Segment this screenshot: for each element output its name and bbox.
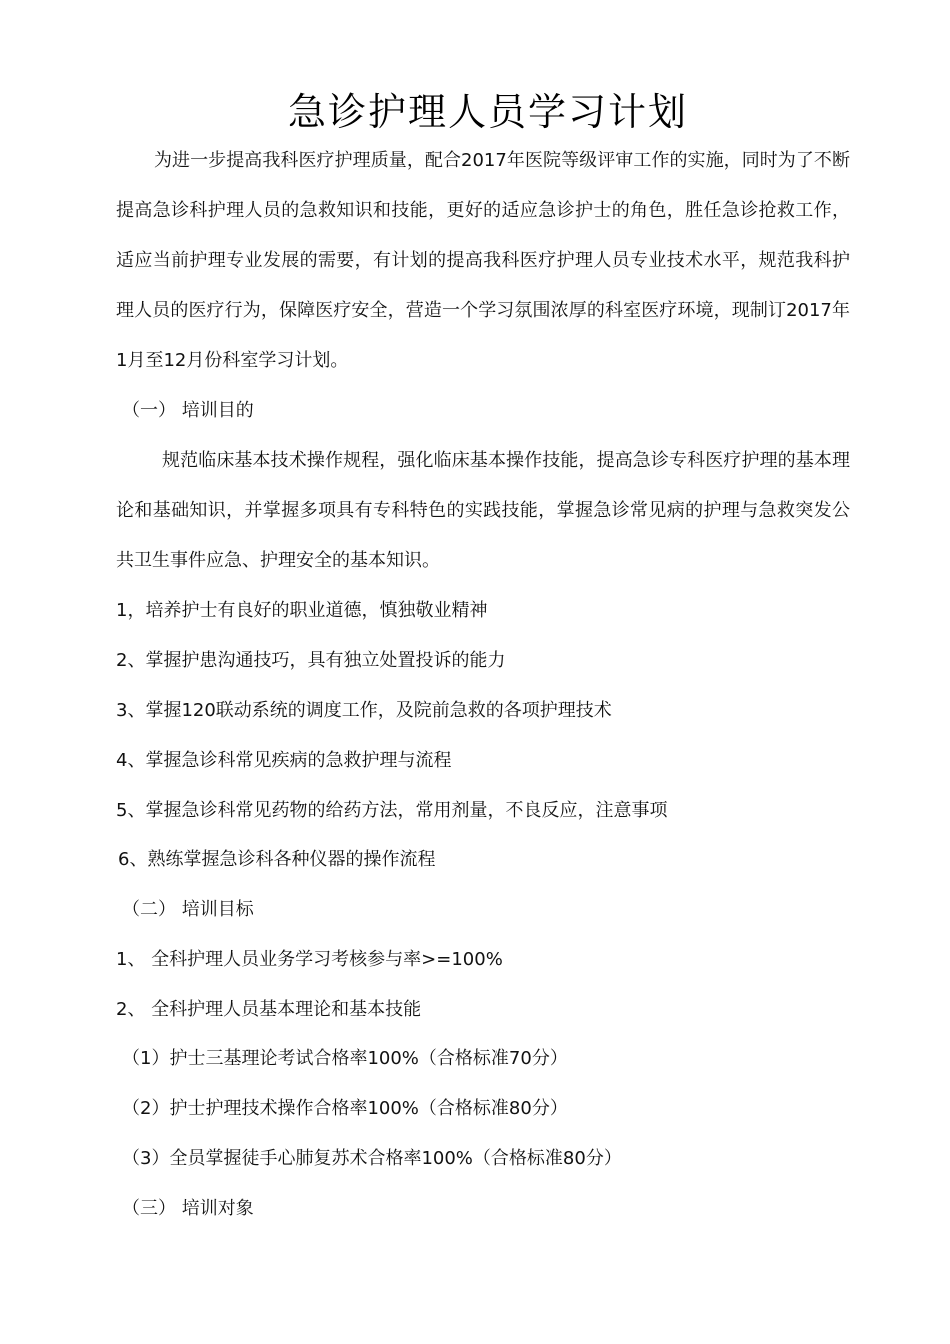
section-heading-audience: （三） 培训对象 [122, 1198, 254, 1219]
goal-item: 1、 全科护理人员业务学习考核参与率>=100% [116, 949, 503, 970]
purpose-item: 5、掌握急诊科常见药物的给药方法，常用剂量，不良反应，注意事项 [116, 800, 668, 821]
sub-goal-item: （3）全员掌握徒手心肺复苏术合格率100%（合格标准80分） [122, 1148, 622, 1169]
section-heading-goals: （二） 培训目标 [122, 899, 254, 920]
purpose-item: 4、掌握急诊科常见疾病的急救护理与流程 [116, 750, 452, 771]
purpose-item: 3、掌握120联动系统的调度工作，及院前急救的各项护理技术 [116, 700, 612, 721]
document-title: 急诊护理人员学习计划 [287, 90, 688, 134]
purpose-item: 2、掌握护患沟通技巧，具有独立处置投诉的能力 [116, 650, 506, 671]
sub-goal-item: （1）护士三基理论考试合格率100%（合格标准70分） [122, 1048, 568, 1069]
intro-paragraph: 为进一步提高我科医疗护理质量，配合2017年医院等级评审工作的实施，同时为了不断提高急诊科护理人员的急救知识和技能，更好的适应急诊护士的角色，胜任急诊抢救工作，适应当前护理专业发展的需要，有计划的提高我科医疗护理人员专业技术水平，规范我科护理人员的医疗行为，保障医疗安全，营造一个学习氛围浓厚的科室医疗环境，现制订2017年1月至12月份科室学习计划。 [116, 150, 850, 371]
purpose-paragraph: 规范临床基本技术操作规程，强化临床基本操作技能，提高急诊专科医疗护理的基本理论和基础知识，并掌握多项具有专科特色的实践技能，掌握急诊常见病的护理与急救突发公共卫生事件应急、护理安全的基本知识。 [116, 450, 850, 571]
section-heading-purpose: （一） 培训目的 [122, 400, 254, 421]
goal-item: 2、 全科护理人员基本理论和基本技能 [116, 999, 422, 1020]
purpose-item: 6、熟练掌握急诊科各种仪器的操作流程 [118, 849, 436, 870]
purpose-item: 1，培养护士有良好的职业道德，慎独敬业精神 [116, 600, 488, 621]
sub-goal-item: （2）护士护理技术操作合格率100%（合格标准80分） [122, 1098, 568, 1119]
